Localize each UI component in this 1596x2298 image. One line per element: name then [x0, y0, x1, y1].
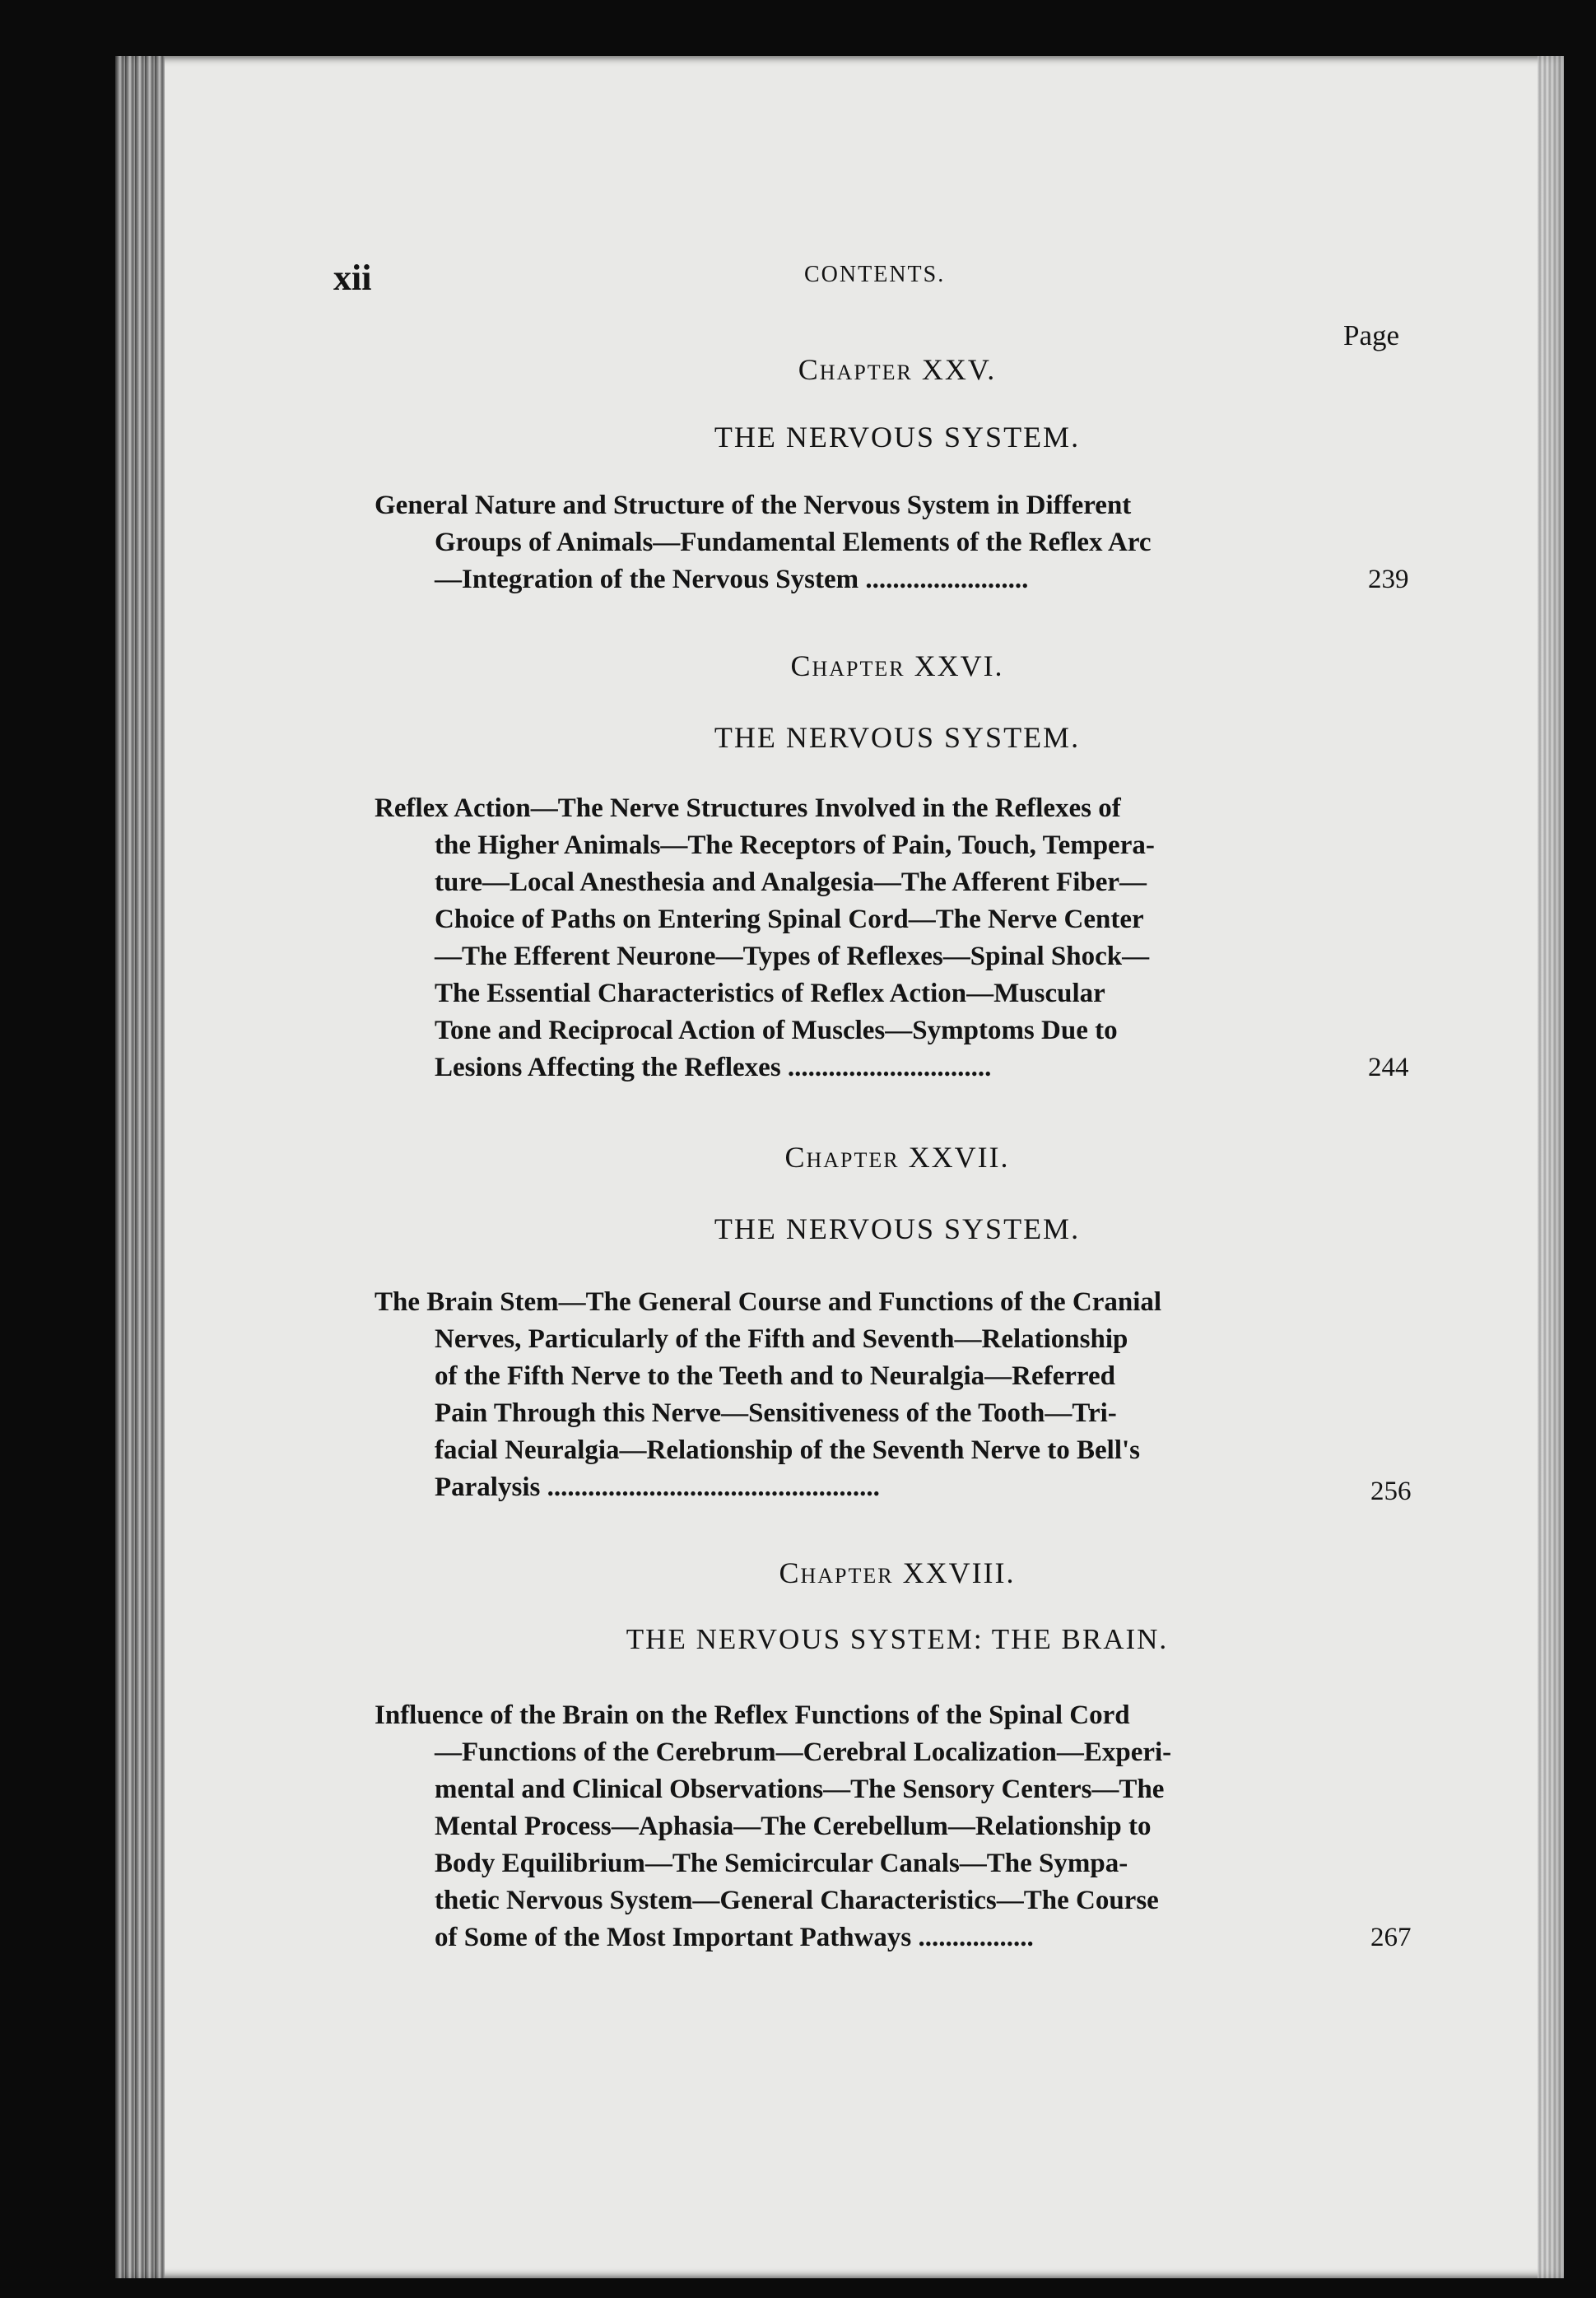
entry-line: of Some of the Most Important Pathways .................	[435, 1923, 1034, 1952]
entry-line: thetic Nervous System—General Characteristics—The Course	[435, 1886, 1159, 1915]
entry-line: Choice of Paths on Entering Spinal Cord—The Nerve Center	[435, 905, 1144, 934]
page-edge	[1538, 56, 1564, 2278]
chapter-title-xxvii: THE NERVOUS SYSTEM.	[714, 1212, 1081, 1245]
running-head-title: CONTENTS.	[804, 262, 946, 287]
entry-line: the Higher Animals—The Receptors of Pain, Touch, Tempera-	[435, 830, 1155, 860]
chapter-label-xxviii: CHAPTER XXVIII.	[779, 1556, 1016, 1589]
entry-line: Paralysis .................................................	[435, 1472, 880, 1502]
chapter-label-xxvi: CHAPTER XXVI.	[790, 649, 1004, 682]
entry-line: Body Equilibrium—The Semicircular Canals—The Sympa-	[435, 1849, 1128, 1878]
chapter-title-xxv: THE NERVOUS SYSTEM.	[714, 421, 1081, 454]
entry-line: Nerves, Particularly of the Fifth and Seventh—Relationship	[435, 1324, 1128, 1354]
entry-line: Tone and Reciprocal Action of Muscles—Symptoms Due to	[435, 1016, 1118, 1045]
page-number: 256	[1370, 1477, 1412, 1506]
page-gutter-shadow	[115, 56, 165, 2278]
entry-line: —Functions of the Cerebrum—Cerebral Localization—Experi-	[435, 1737, 1172, 1767]
entry-line: of the Fifth Nerve to the Teeth and to Neuralgia—Referred	[435, 1361, 1115, 1391]
entry-line: facial Neuralgia—Relationship of the Seventh Nerve to Bell's	[435, 1435, 1141, 1465]
entry-line: Reflex Action—The Nerve Structures Involved in the Reflexes of	[375, 793, 1121, 823]
entry-line: Mental Process—Aphasia—The Cerebellum—Relationship to	[435, 1812, 1152, 1841]
entry-line: ture—Local Anesthesia and Analgesia—The Afferent Fiber—	[435, 868, 1147, 897]
page-column-label: Page	[1343, 319, 1400, 351]
page-number: 244	[1368, 1053, 1409, 1082]
page-number: 239	[1368, 565, 1409, 594]
entry-line: —Integration of the Nervous System ........................	[435, 565, 1029, 594]
chapter-label-xxvii: CHAPTER XXVII.	[784, 1141, 1010, 1174]
entry-line: —The Efferent Neurone—Types of Reflexes—Spinal Shock—	[435, 942, 1150, 971]
entry-line: Lesions Affecting the Reflexes ..............................	[435, 1053, 992, 1082]
chapter-label-xxv: CHAPTER XXV.	[798, 353, 997, 386]
entry-line: Influence of the Brain on the Reflex Functions of the Spinal Cord	[375, 1700, 1130, 1730]
entry-line: The Brain Stem—The General Course and Functions of the Cranial	[375, 1287, 1162, 1317]
entry-line: Pain Through this Nerve—Sensitiveness of the Tooth—Tri-	[435, 1398, 1117, 1428]
page-number: 267	[1370, 1923, 1412, 1952]
entry-line: General Nature and Structure of the Nervous System in Different	[375, 491, 1132, 520]
entry-line: mental and Clinical Observations—The Sensory Centers—The	[435, 1775, 1165, 1804]
page-folio: xii	[333, 258, 372, 298]
entry-line: Groups of Animals—Fundamental Elements of the Reflex Arc	[435, 528, 1152, 557]
entry-line: The Essential Characteristics of Reflex Action—Muscular	[435, 979, 1105, 1008]
chapter-title-xxviii: THE NERVOUS SYSTEM: THE BRAIN.	[626, 1623, 1169, 1655]
chapter-title-xxvi: THE NERVOUS SYSTEM.	[714, 721, 1081, 754]
